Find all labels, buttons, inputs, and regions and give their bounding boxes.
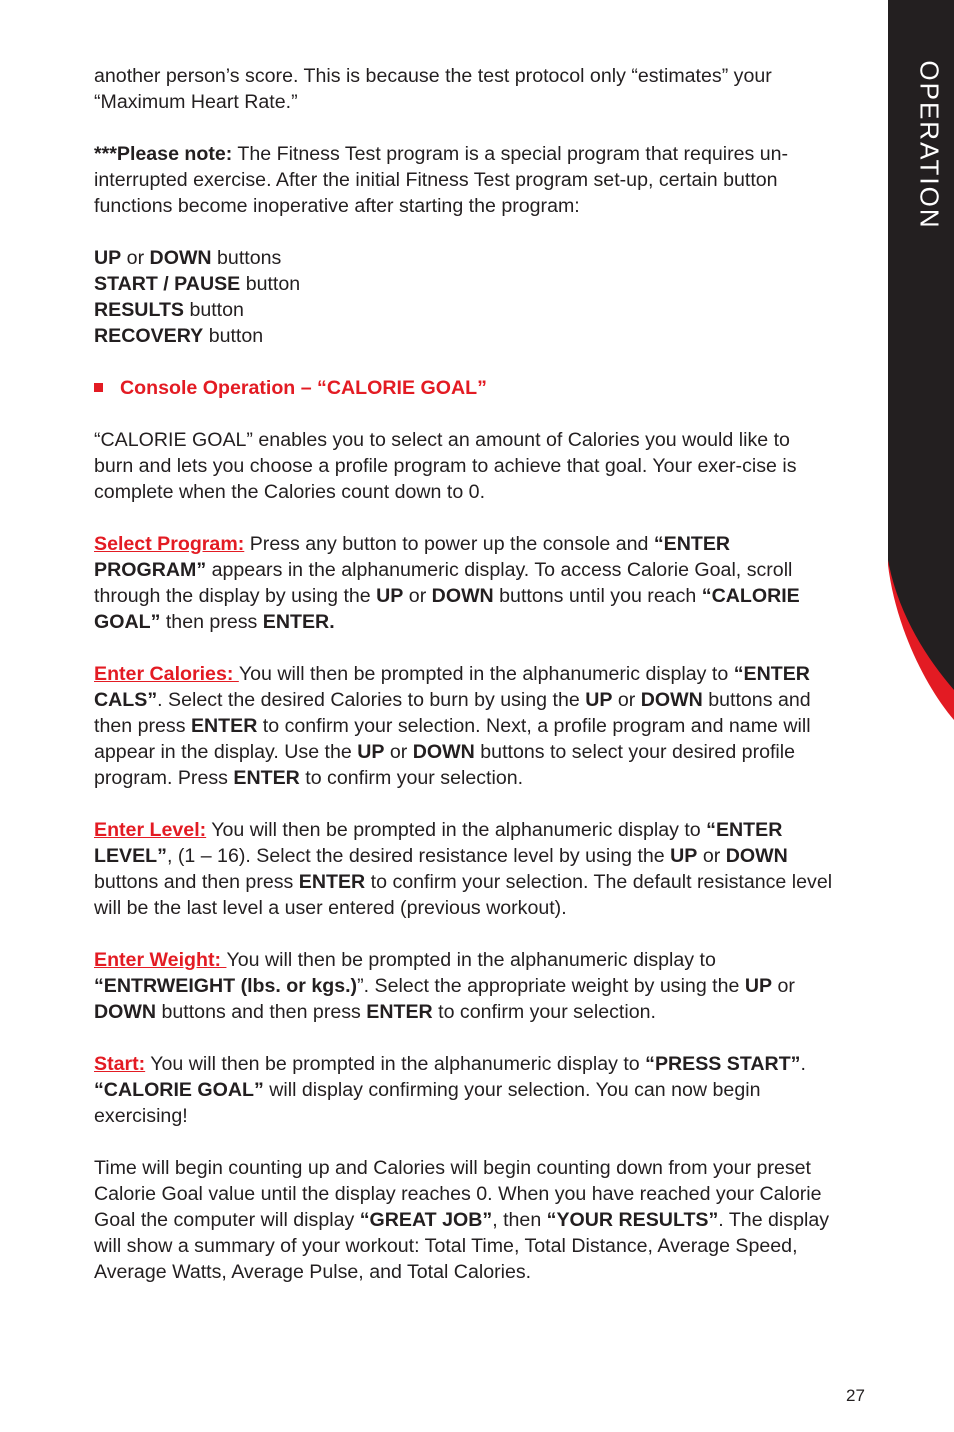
select-program-paragraph: Select Program: Press any button to power up the console and “ENTER PROGRAM” appears in the alphanumeric display. To access Calorie Goal, scroll through the display by using the UP or DOWN buttons until you reach “CALORIE GOAL” then press ENTER. bbox=[94, 533, 800, 633]
list-item: RESULTS button bbox=[94, 299, 244, 321]
enter-weight-label: Enter Weight: bbox=[94, 949, 227, 971]
inoperative-buttons-list bbox=[94, 245, 834, 349]
list-item: UP or DOWN buttons bbox=[94, 247, 282, 269]
start-label: Start: bbox=[94, 1053, 146, 1075]
section-heading: Console Operation – “CALORIE GOAL” bbox=[94, 375, 834, 401]
select-program-label: Select Program: bbox=[94, 533, 245, 555]
enter-level-label: Enter Level: bbox=[94, 819, 207, 841]
square-bullet-icon bbox=[94, 383, 103, 392]
paragraph-intro: another person’s score. This is because the test protocol only “estimates” your “Maximum Heart Rate.” bbox=[94, 65, 772, 113]
list-item: START / PAUSE button bbox=[94, 273, 301, 295]
enter-calories-paragraph: Enter Calories: You will then be prompted in the alphanumeric display to “ENTER CALS”. Select the desired Calories to burn by using the UP or DOWN buttons and then press ENTER to confirm your selection. Next, a profile program and name will appear in the display. Use the UP or DOWN buttons to select your desired profile program. Press ENTER to confirm your selection. bbox=[94, 663, 811, 789]
enter-calories-label: Enter Calories: bbox=[94, 663, 239, 685]
note-label: ***Please note: bbox=[94, 143, 233, 165]
page-content bbox=[94, 63, 834, 1311]
calorie-goal-intro: “CALORIE GOAL” enables you to select an amount of Calories you would like to burn and lets you choose a profile program to achieve that goal. Your exer-cise is complete when the Calories count down to 0. bbox=[94, 429, 797, 503]
list-item: RECOVERY button bbox=[94, 325, 264, 347]
page-number: 27 bbox=[846, 1386, 865, 1405]
please-note-paragraph: ***Please note: The Fitness Test program is a special program that requires un-interrupted exercise. After the initial Fitness Test program set-up, certain button functions become inoperative after starting the program: bbox=[94, 143, 789, 217]
results-paragraph: Time will begin counting up and Calories will begin counting down from your preset Calorie Goal value until the display reaches 0. When you have reached your Calorie Goal the computer will display “GREAT JOB”, then “YOUR RESULTS”. The display will show a summary of your workout: Total Time, Total Distance, Average Speed, Average Watts, Average Pulse, and Total Calories. bbox=[94, 1157, 830, 1283]
enter-weight-paragraph: Enter Weight: You will then be prompted in the alphanumeric display to “ENTRWEIGHT (lbs. or kgs.)”. Select the appropriate weight by using the UP or DOWN buttons and then press ENTER to confirm your selection. bbox=[94, 949, 795, 1023]
start-paragraph: Start: You will then be prompted in the alphanumeric display to “PRESS START”. “CALORIE GOAL” will display confirming your selection. You can now begin exercising! bbox=[94, 1053, 806, 1127]
enter-level-paragraph: Enter Level: You will then be prompted in the alphanumeric display to “ENTER LEVEL”, (1 – 16). Select the desired resistance level by using the UP or DOWN buttons and then press ENTER to confirm your selection. The default resistance level will be the last level a user entered (previous workout). bbox=[94, 819, 833, 919]
side-tab-label: OPERATION bbox=[914, 60, 945, 230]
